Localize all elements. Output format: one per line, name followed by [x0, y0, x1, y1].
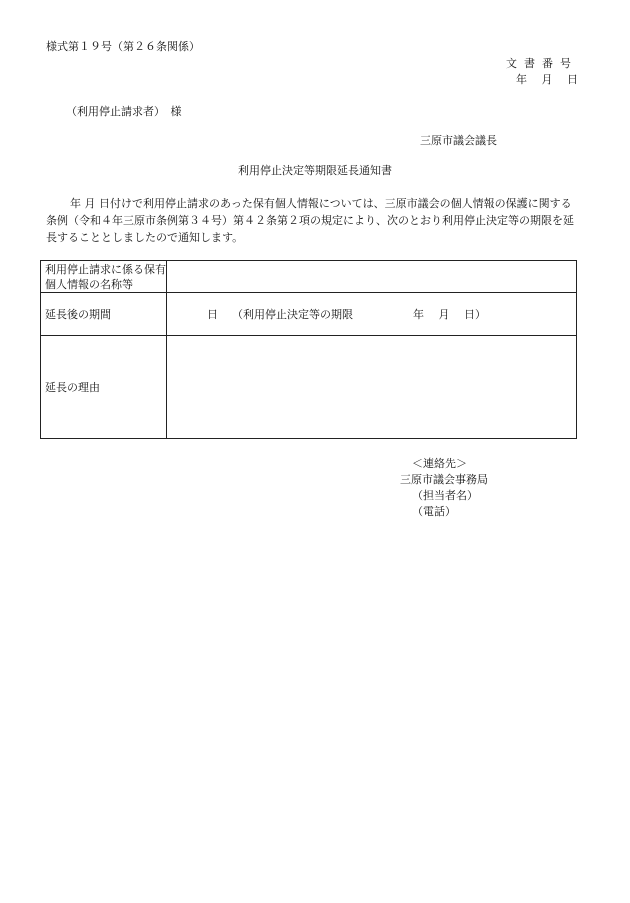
addressee: （利用停止請求者） 様	[66, 105, 182, 118]
value-reason	[167, 336, 577, 439]
label-period: 延長後の期間	[41, 293, 167, 336]
table-row-reason	[41, 336, 577, 439]
contact-office: 三原市議会事務局	[400, 473, 488, 486]
label-info-name: 利用停止請求に係る保有個人情報の名称等	[41, 261, 167, 293]
contact-phone: （電話）	[412, 505, 456, 518]
document-number-label: 文書番号	[506, 57, 578, 70]
document-date-label: 年 月 日	[516, 73, 578, 86]
period-note-prefix: （利用停止決定等の期限	[232, 307, 353, 321]
period-days: 日	[207, 307, 218, 321]
value-period	[167, 293, 577, 336]
document-title: 利用停止決定等期限延長通知書	[238, 164, 392, 177]
table-row-period	[41, 293, 577, 336]
value-info-name	[167, 261, 577, 293]
label-reason: 延長の理由	[41, 336, 167, 439]
info-table	[40, 260, 577, 439]
notice-body: 年 月 日付けで利用停止請求のあった保有個人情報については、三原市議会の個人情報の保護に関する条例（令和４年三原市条例第３４号）第４２条第２項の規定により、次のとおり利用停止決定等の期限を延長することとしましたので通知します。	[46, 197, 574, 244]
table-row-info-name	[41, 261, 577, 293]
contact-heading: ＜連絡先＞	[412, 457, 467, 470]
contact-person: （担当者名）	[412, 489, 478, 502]
issuer: 三原市議会議長	[420, 134, 497, 147]
contact-block	[400, 456, 488, 520]
period-note-date: 年 月 日）	[413, 307, 486, 321]
form-number: 様式第１９号（第２６条関係）	[46, 40, 200, 53]
